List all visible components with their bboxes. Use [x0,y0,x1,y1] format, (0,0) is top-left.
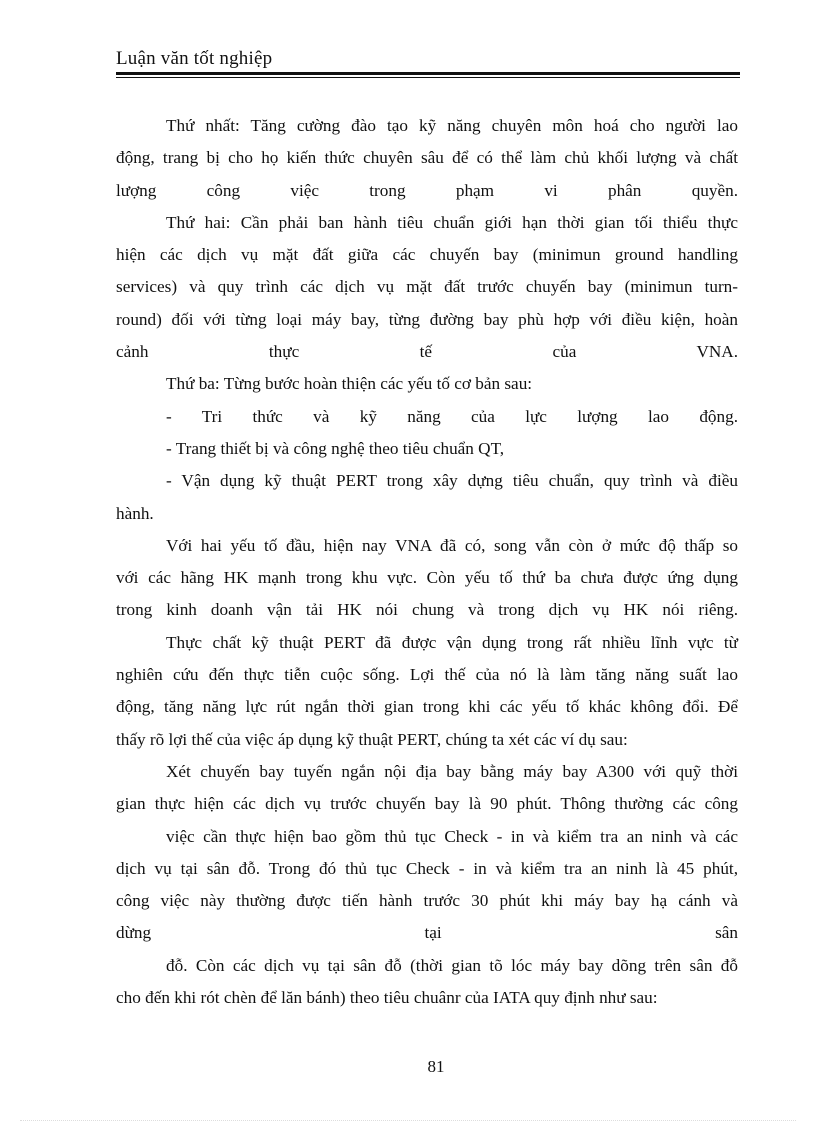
text-line: động, trang bị cho họ kiến thức chuyên sâu để có thể làm chủ khối lượng và chất [116,148,738,168]
text-line: Thứ hai: Cần phải ban hành tiêu chuẩn giới hạn thời gian tối thiểu thực [166,212,738,232]
text-line: với các hãng HK mạnh trong khu vực. Còn yếu tố thứ ba chưa được ứng dụng [116,568,738,588]
text-line: - Vận dụng kỹ thuật PERT trong xây dựng tiêu chuẩn, quy trình và điều [166,471,738,491]
text-line: dừng tại sân [116,923,738,943]
text-line: cho đến khi rót chèn để lăn bánh) theo tiêu chuânr của IATA quy định như sau: [116,988,658,1008]
text-line: hiện các dịch vụ mặt đất giữa các chuyến bay (minimun ground handling [116,245,738,265]
page-header-title: Luận văn tốt nghiệp [116,48,273,69]
text-line: Thứ ba: Từng bước hoàn thiện các yếu tố cơ bản sau: [166,374,533,394]
body-text [116,110,738,1014]
text-line: Thứ nhất: Tăng cường đào tạo kỹ năng chuyên môn hoá cho người lao [166,116,738,135]
text-line: việc cần thực hiện bao gồm thủ tục Check - in và kiểm tra an ninh và các [166,826,738,846]
text-line: Xét chuyến bay tuyến ngắn nội địa bay bằng máy bay A300 với quỹ thời [166,761,738,781]
text-line: hành. [116,503,154,523]
text-line: đỗ. Còn các dịch vụ tại sân đỗ (thời gian tõ lóc máy bay dõng trên sân đỗ [166,955,738,975]
text-line: thấy rõ lợi thế của việc áp dụng kỹ thuật PERT, chúng ta xét các ví dụ sau: [116,729,628,749]
header-rule-thin [116,77,740,78]
bottom-dotted-border [20,1120,796,1121]
text-line: Thực chất kỹ thuật PERT đã được vận dụng trong rất nhiều lĩnh vực từ [166,632,738,652]
text-line: round) đối với từng loại máy bay, từng đường bay phù hợp với điều kiện, hoàn [116,309,738,329]
text-line: công việc này thường được tiến hành trước 30 phút khi máy bay hạ cánh và [116,891,738,911]
header-rule-thick [116,72,740,75]
text-line: trong kinh doanh vận tải HK nói chung và trong dịch vụ HK nói riêng. [116,600,738,620]
text-line: dịch vụ tại sân đỗ. Trong đó thủ tục Check - in và kiểm tra an ninh là 45 phút, [116,858,738,878]
text-line: cảnh thực tế của VNA. [116,342,738,362]
page-number: 81 [427,1057,445,1076]
text-line: - Trang thiết bị và công nghệ theo tiêu chuẩn QT, [166,438,505,458]
text-line: gian thực hiện các dịch vụ trước chuyến bay là 90 phút. Thông thường các công [116,794,738,814]
text-line: nghiên cứu đến thực tiễn cuộc sống. Lợi thế của nó là làm tăng năng suất lao [116,665,738,685]
text-line: - Tri thức và kỹ năng của lực lượng lao động. [166,406,738,426]
text-line: services) và quy trình các dịch vụ mặt đất trước chuyến bay (minimun turn- [116,277,738,297]
text-line: lượng công việc trong phạm vi phân quyền. [116,180,738,200]
text-line: Với hai yếu tố đầu, hiện nay VNA đã có, song vẫn còn ở mức độ thấp so [166,535,738,555]
text-line: động, tăng năng lực rút ngắn thời gian trong khi các yếu tố khác không đổi. Để [116,697,738,717]
